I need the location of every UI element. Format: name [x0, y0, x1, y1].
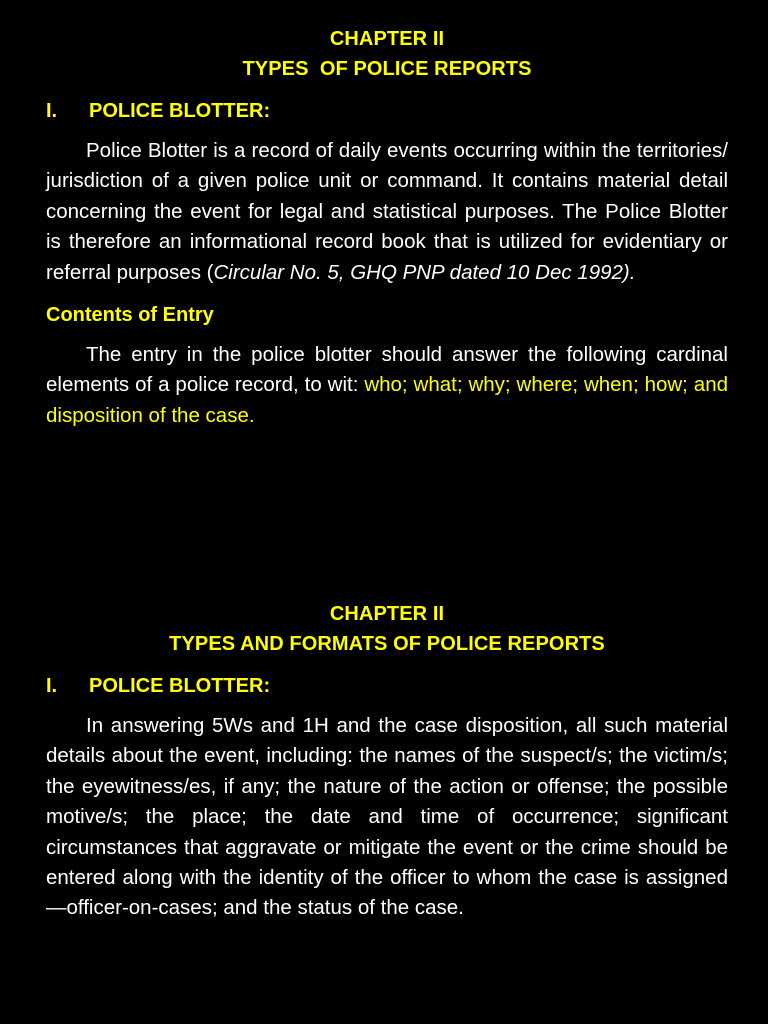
section-heading	[46, 671, 728, 701]
slide-1	[0, 24, 768, 431]
section-title: POLICE BLOTTER:	[89, 675, 271, 697]
section-title: POLICE BLOTTER:	[89, 100, 271, 122]
contents-of-entry-text	[46, 340, 728, 431]
entry-elements-highlight: who; what; why; where; when; how; and disposition of the case.	[46, 373, 728, 427]
chapter-label: CHAPTER II	[329, 603, 445, 625]
slide-2	[0, 599, 768, 924]
section-number: I.	[46, 675, 58, 697]
contents-of-entry-heading: Contents of Entry	[46, 304, 214, 327]
chapter-label: CHAPTER II	[329, 28, 445, 50]
section-heading	[46, 96, 728, 126]
material-details-text: In answering 5Ws and 1H and the case disposition, all such material details about the event, including: the names of the suspect/s; the victim/s; the eyewitness/es, if any; the nature of the action or offense; the possible motive/s; the place; the date and time of occurrence; significant circumstances that aggravate or mitigate the event or the crime should be entered along with the identity of the officer to whom the case is assigned—officer-on-cases; and the status of the case.	[46, 714, 728, 920]
section-number: I.	[46, 100, 58, 122]
chapter-title: TYPES OF POLICE REPORTS	[242, 58, 532, 80]
entry-text: The entry in the police blotter should answer the following cardinal elements of a police record, to wit:	[46, 343, 728, 397]
police-blotter-definition	[46, 136, 728, 288]
chapter-title: TYPES AND FORMATS OF POLICE REPORTS	[169, 633, 605, 655]
definition-citation: Circular No. 5, GHQ PNP dated 10 Dec 1992).	[213, 260, 636, 284]
definition-text: Police Blotter is a record of daily events occurring within the territories/ jurisdiction of a given police unit or command. It contains material detail concerning the event for legal and statistical purposes. The Police Blotter is therefore an informational record book that is utilized for evidentiary or referral purposes (	[46, 139, 728, 284]
